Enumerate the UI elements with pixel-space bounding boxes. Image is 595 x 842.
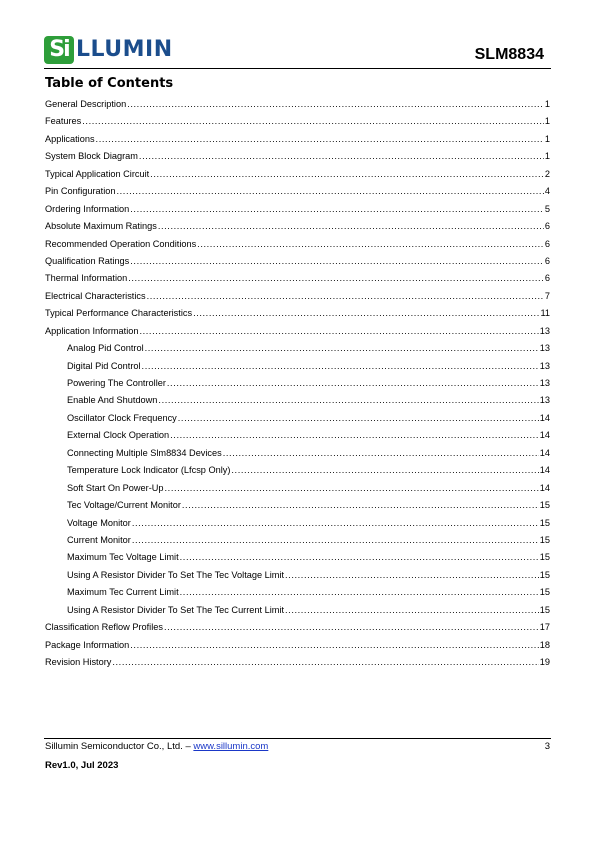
logo-text: LLUMIN <box>76 37 173 62</box>
toc-entry-title: Features <box>45 116 82 127</box>
toc-leader-dots <box>132 518 539 528</box>
toc-entry-title: External Clock Operation <box>67 430 170 441</box>
toc-entry-page: 13 <box>539 378 550 388</box>
toc-entry-page: 14 <box>539 447 550 458</box>
toc-leader-dots <box>170 430 539 440</box>
toc-entry-page: 15 <box>539 500 550 511</box>
toc-entry-page: 1 <box>544 99 550 109</box>
toc-leader-dots <box>182 500 539 510</box>
toc-entry-title: Electrical Characteristics <box>45 290 146 301</box>
toc-entry-title: Voltage Monitor <box>67 517 131 528</box>
toc-entry-page: 17 <box>539 622 550 633</box>
toc-leader-dots <box>130 204 544 214</box>
toc-entry-title: Typical Performance Characteristics <box>45 308 193 319</box>
toc-entry[interactable] <box>45 169 550 186</box>
toc-entry[interactable] <box>45 134 550 151</box>
footer-separator: – <box>182 741 194 752</box>
toc-leader-dots <box>164 622 539 632</box>
toc-leader-dots <box>180 587 539 597</box>
toc-entry-title: Temperature Lock Indicator (Lfcsp Only) <box>67 465 231 476</box>
toc-leader-dots <box>147 291 544 301</box>
document-id: SLM8834 <box>474 46 544 63</box>
toc-leader-dots <box>178 413 539 423</box>
toc-leader-dots <box>193 308 539 318</box>
toc-entry-page: 6 <box>544 273 550 284</box>
toc-entry[interactable] <box>45 239 550 256</box>
toc-entry-title: System Block Diagram <box>45 151 138 162</box>
toc-entry-page: 15 <box>539 604 550 615</box>
toc-entry[interactable] <box>45 99 550 116</box>
toc-entry-title: Current Monitor <box>67 534 131 545</box>
toc-leader-dots <box>150 169 544 179</box>
footer-company-line <box>45 741 268 752</box>
company-logo <box>44 36 173 64</box>
toc-leader-dots <box>116 186 543 196</box>
toc-entry-page: 4 <box>544 186 550 197</box>
toc-entry[interactable] <box>45 605 550 622</box>
toc-entry-title: Using A Resistor Divider To Set The Tec Current Limit <box>67 604 285 615</box>
toc-entry-title: Digital Pid Control <box>67 360 141 371</box>
toc-entry-page: 6 <box>544 255 550 266</box>
toc-entry-page: 19 <box>539 657 550 667</box>
toc-entry-title: Analog Pid Control <box>67 343 144 354</box>
toc-entry-title: Revision History <box>45 657 112 667</box>
toc-entry[interactable] <box>45 395 550 412</box>
toc-entry-title: Tec Voltage/Current Monitor <box>67 500 181 511</box>
toc-entry[interactable] <box>45 326 550 343</box>
toc-entry-title: Soft Start On Power-Up <box>67 482 164 493</box>
toc-entry-title: Maximum Tec Voltage Limit <box>67 552 179 563</box>
toc-entry-page: 15 <box>539 517 550 528</box>
footer-website-link[interactable]: www.sillumin.com <box>193 741 269 752</box>
toc-entry[interactable] <box>45 291 550 308</box>
toc-entry[interactable] <box>45 640 550 657</box>
toc-entry-page: 11 <box>540 308 550 319</box>
toc-leader-dots <box>180 552 539 562</box>
toc-entry-title: General Description <box>45 99 127 109</box>
toc-entry-page: 5 <box>544 203 550 214</box>
toc-entry[interactable] <box>45 221 550 238</box>
footer-page-number: 3 <box>544 741 550 752</box>
toc-entry-page: 13 <box>539 360 550 371</box>
toc-entry-page: 13 <box>539 343 550 354</box>
toc-leader-dots <box>112 657 538 667</box>
toc-leader-dots <box>145 343 539 353</box>
toc-leader-dots <box>130 640 538 650</box>
toc-leader-dots <box>223 448 539 458</box>
toc-entry-page: 14 <box>539 430 550 441</box>
toc-entry[interactable] <box>45 483 550 500</box>
toc-leader-dots <box>197 239 544 249</box>
toc-entry-page: 15 <box>539 552 550 563</box>
toc-entry-title: Pin Configuration <box>45 186 116 197</box>
toc-entry-title: Ordering Information <box>45 203 130 214</box>
toc-entry-title: Thermal Information <box>45 273 128 284</box>
toc-entry[interactable] <box>45 361 550 378</box>
toc-leader-dots <box>165 483 539 493</box>
toc-entry-title: Enable And Shutdown <box>67 395 158 406</box>
toc-entry-title: Package Information <box>45 639 130 650</box>
toc-leader-dots <box>139 151 544 161</box>
toc-entry[interactable] <box>45 256 550 273</box>
toc-entry[interactable] <box>45 570 550 587</box>
toc-entry-page: 1 <box>544 116 550 127</box>
toc-leader-dots <box>128 273 544 283</box>
logo-mark: Si <box>44 36 74 64</box>
toc-entry-page: 6 <box>544 238 550 249</box>
toc-entry-title: Application Information <box>45 325 139 336</box>
toc-entry-page: 6 <box>544 221 550 232</box>
toc-entry-title: Recommended Operation Conditions <box>45 238 197 249</box>
toc-entry-page: 14 <box>539 412 550 423</box>
toc-entry-page: 2 <box>544 168 550 179</box>
footer-company: Sillumin Semiconductor Co., Ltd. <box>45 741 183 752</box>
toc-leader-dots <box>285 570 539 580</box>
toc-entry-page: 14 <box>539 482 550 493</box>
toc-leader-dots <box>142 361 539 371</box>
toc-entry[interactable] <box>45 116 550 133</box>
toc-title: Table of Contents <box>45 76 174 91</box>
toc-entry-title: Applications <box>45 133 95 144</box>
toc-leader-dots <box>132 535 539 545</box>
toc-leader-dots <box>167 378 539 388</box>
toc-entry[interactable] <box>45 587 550 604</box>
toc-entry-title: Absolute Maximum Ratings <box>45 221 157 232</box>
revision-label: Rev1.0, Jul 2023 <box>45 760 119 771</box>
toc-entry-page: 1 <box>544 151 550 162</box>
toc-entry-page: 7 <box>544 290 550 301</box>
toc-entry[interactable] <box>45 308 550 325</box>
toc-list <box>45 99 550 674</box>
toc-entry[interactable] <box>45 378 550 395</box>
toc-leader-dots <box>139 326 538 336</box>
toc-entry-page: 18 <box>539 639 550 650</box>
toc-entry-page: 15 <box>539 534 550 545</box>
toc-leader-dots <box>130 256 544 266</box>
toc-entry[interactable] <box>45 151 550 168</box>
toc-entry-page: 13 <box>539 325 550 336</box>
toc-entry[interactable] <box>45 500 550 517</box>
header-divider <box>44 68 551 69</box>
toc-entry-title: Oscillator Clock Frequency <box>67 412 177 423</box>
toc-entry[interactable] <box>45 657 550 674</box>
toc-entry[interactable] <box>45 413 550 430</box>
toc-entry[interactable] <box>45 448 550 465</box>
toc-leader-dots <box>158 395 538 405</box>
toc-entry[interactable] <box>45 552 550 569</box>
toc-leader-dots <box>285 605 539 615</box>
toc-entry-page: 14 <box>539 465 550 476</box>
toc-entry[interactable] <box>45 535 550 552</box>
toc-entry[interactable] <box>45 518 550 535</box>
toc-entry-page: 13 <box>539 395 550 406</box>
toc-entry[interactable] <box>45 622 550 639</box>
toc-leader-dots <box>96 134 544 144</box>
toc-entry[interactable] <box>45 343 550 360</box>
toc-entry-page: 1 <box>544 133 550 144</box>
toc-entry-title: Connecting Multiple Slm8834 Devices <box>67 447 222 458</box>
toc-leader-dots <box>158 221 544 231</box>
toc-entry-title: Qualification Ratings <box>45 255 130 266</box>
toc-entry[interactable] <box>45 430 550 447</box>
toc-entry-title: Powering The Controller <box>67 378 166 388</box>
footer-divider <box>44 738 551 739</box>
toc-entry-title: Typical Application Circuit <box>45 168 150 179</box>
toc-leader-dots <box>127 99 544 109</box>
toc-entry[interactable] <box>45 204 550 221</box>
toc-entry[interactable] <box>45 186 550 203</box>
toc-entry-page: 15 <box>539 569 550 580</box>
toc-entry-title: Using A Resistor Divider To Set The Tec Voltage Limit <box>67 569 285 580</box>
toc-entry[interactable] <box>45 273 550 290</box>
toc-entry[interactable] <box>45 465 550 482</box>
toc-entry-title: Classification Reflow Profiles <box>45 622 163 633</box>
toc-leader-dots <box>82 116 544 126</box>
toc-entry-title: Maximum Tec Current Limit <box>67 587 179 598</box>
toc-leader-dots <box>231 465 538 475</box>
toc-entry-page: 15 <box>539 587 550 598</box>
